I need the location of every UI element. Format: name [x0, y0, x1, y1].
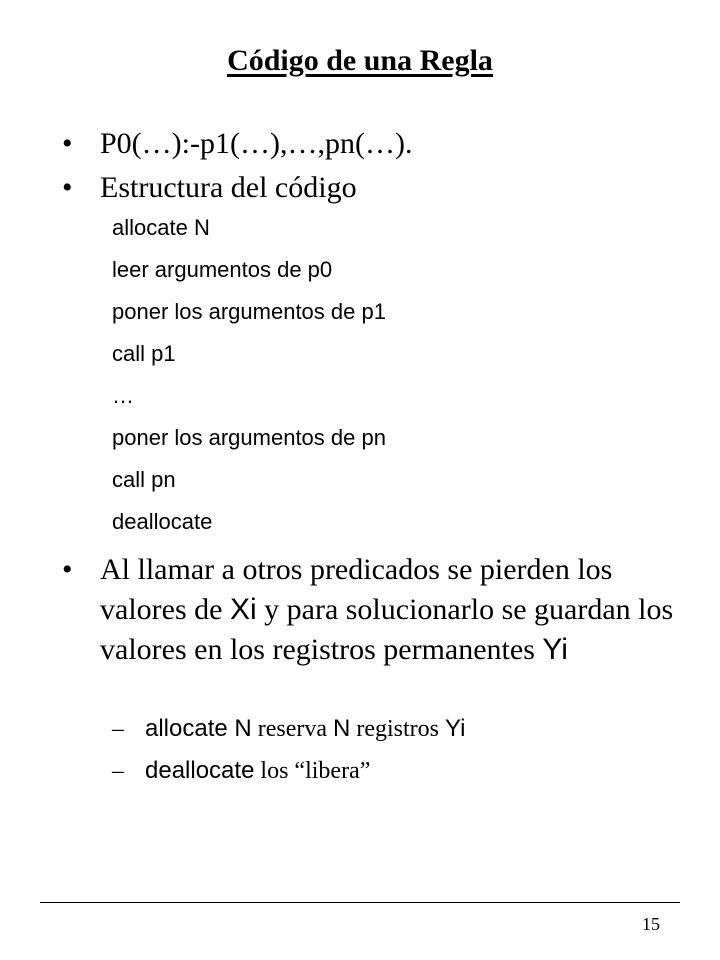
code-line: … [112, 383, 134, 408]
code-line: allocate N [112, 215, 210, 240]
code-line: call p1 [112, 341, 176, 366]
sub-bullet-marker: – [112, 758, 124, 784]
variable-yi: Yi [542, 633, 568, 666]
bullet-text-registers [100, 550, 680, 670]
code-line: call pn [112, 467, 176, 492]
page-number: 15 [642, 914, 660, 934]
variable-xi: Xi [229, 593, 257, 626]
code-run: Yi [445, 715, 466, 742]
bullet-text-rule: P0(…):-p1(…),…,pn(…). [100, 127, 413, 160]
footer-divider [40, 902, 680, 903]
code-line: poner los argumentos de pn [112, 425, 386, 450]
code-run: N [333, 715, 351, 742]
code-line: deallocate [112, 509, 213, 534]
bullet-marker: • [62, 171, 73, 204]
sub-bullet-deallocate [145, 756, 370, 786]
sub-bullet-marker: – [112, 716, 124, 742]
text-run: y para solucionarlo se guardan los valores en los registros permanentes [100, 593, 674, 666]
bullet-text-structure: Estructura del código [100, 171, 357, 204]
text-run: reserva [251, 716, 334, 742]
sub-bullet-allocate [145, 714, 465, 744]
code-run: deallocate [145, 757, 255, 784]
code-run: allocate N [145, 715, 252, 742]
text-run: Al llamar a otros predicados se pierden los valores de [100, 553, 613, 626]
code-line: leer argumentos de p0 [112, 257, 333, 282]
bullet-marker: • [62, 553, 73, 586]
bullet-marker: • [62, 127, 73, 160]
slide-title: Código de una Regla [227, 44, 493, 77]
code-line: poner los argumentos de p1 [112, 299, 386, 324]
text-run: registros [350, 716, 446, 742]
text-run: los “libera” [254, 758, 371, 784]
